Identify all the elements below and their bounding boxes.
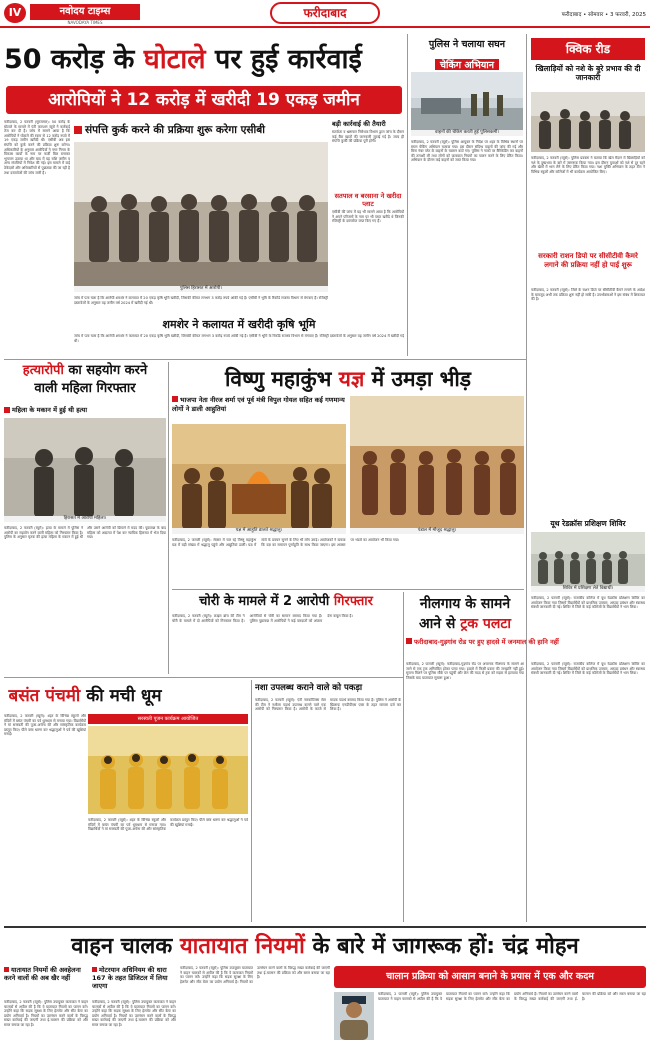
group-photo-image [74,142,328,292]
divider [526,34,527,674]
quick-read-body-1: फरीदाबाद, 2 फरवरी (ब्यूरो): पुलिस प्रवक्ता ने बताया कि खेल मैदान में खिलाड़ियों को नशे के दुष्प्रभाव के बारे में जागरूक किया गया। इस दौरान युवाओं को नशे से दूर रहने और खेलों में भाग लेने के लिए प्रेरित किया गया। नशा मुक्ति अभियान के तहत टीम ने विभिन्न स्कूलों और कॉलेजों में भी कार्यक्रम आयोजित किए। [531,156,645,174]
divider [4,677,403,678]
traffic-col2-body: फरीदाबाद, 2 फरवरी (ब्यूरो): पुलिस उपायुक्त यातायात ने वाहन चालकों से अपील की है कि वे यातायात नियमों का पालन करें। उन्होंने कहा कि सड़क सुरक्षा के लिए हेलमेट और सीट बेल्ट का प्रयोग अनिवार्य है। नियमों का उल्लंघन करने वालों के विरुद्ध सख्त कार्रवाई की जाएगी तथा ई-चालान की प्रक्रिया को और सरल बनाया जा रहा है। [92,1000,176,1027]
lead-subhead: आरोपियों ने 12 करोड़ में खरीदी 19 एकड़ जमीन [6,86,402,114]
theft-headline: चोरी के मामले में 2 आरोपी गिरफ्तार [199,594,373,609]
divider [403,592,404,922]
lead-headline: 50 करोड़ के घोटाले पर हुई कार्रवाई [4,44,362,75]
quick-read-body-2: फरीदाबाद, 2 फरवरी (ब्यूरो): जिले के राशन डिपो पर सीसीटीवी कैमरे लगाने के आदेश के बावजूद अभी तक प्रक्रिया शुरू नहीं हो सकी है। उपभोक्ताओं ने इस संबंध में शिकायत की है। [531,288,645,302]
mahakumbh-caption-1: यज्ञ में आहुति डालते श्रद्धालु। [172,528,346,534]
quick-read-head-2: सरकारी राशन डिपो पर सीसीटीवी कैमरे लगाने की प्रक्रिया नहीं हो पाई शुरू [538,252,638,269]
drugs-body: फरीदाबाद, 2 फरवरी (ब्यूरो): एंटी नारकोटिक्स सेल की टीम ने नशीला पदार्थ उपलब्ध कराने वाले एक आरोपी को गिरफ्तार किया है। आरोपी के कब्जे से मादक पदार्थ बरामद किया गया है। पुलिस ने आरोपी के खिलाफ एनडीपीएस एक्ट के तहत मामला दर्ज कर लिया है। [255,698,401,712]
sidebar-body: सतर्कता व भ्रष्टाचार निरोधक विभाग द्वारा जांच के दौरान कई बैंक खातों की जानकारी जुटाई गई है। जल्द ही संपत्ति कुर्की की प्रक्रिया पूरी होगी। [332,130,404,144]
police-photo [411,72,523,136]
lead-photo-caption: पुलिस हिरासत में आरोपी। [74,286,328,292]
basant-photo [88,726,248,814]
mahakumbh-photo-1 [172,424,346,534]
quick-read-body-3-cont: फरीदाबाद, 2 फरवरी (ब्यूरो): राजकीय कॉलेज में यूथ रेडक्रॉस प्रशिक्षण शिविर का आयोजन किया गया जिसमें विद्यार्थियों को प्राथमिक उपचार, आपदा प्रबंधन और स्वास्थ्य संबंधी जानकारी दी गई। शिविर में जिले के कई कॉलेजों के विद्यार्थियों ने भाग लिया। [531,662,645,676]
saraswati-puja-image [88,726,248,814]
devotees-gathering-image [350,396,524,534]
quick-read-head-3: यूथ रेडक्रॉस प्रशिक्षण शिविर [550,519,626,528]
basant-body-2: फरीदाबाद, 2 फरवरी (ब्यूरो): शहर के विभिन्न स्कूलों और मंदिरों में बसंत पंचमी का पर्व धूमधाम से मनाया गया। विद्यार्थियों ने मां सरस्वती की पूजा-अर्चना की और सांस्कृतिक कार्यक्रम प्रस्तुत किए। पीले वस्त्र धारण कर श्रद्धालुओं ने पर्व की खुशियां मनाईं। [88,818,248,832]
murder-headline: हत्यारोपी का सहयोग करने वाली महिला गिरफ्तार [22,363,148,396]
murder-photo-caption: हिरासत में आरोपी महिला। [4,516,166,522]
officer-photo [334,992,374,1040]
traffic-col3-body: फरीदाबाद, 2 फरवरी (ब्यूरो): पुलिस उपायुक्त यातायात ने वाहन चालकों से अपील की है कि वे यातायात नियमों का पालन करें। उन्होंने कहा कि सड़क सुरक्षा के लिए हेलमेट और सीट बेल्ट का प्रयोग अनिवार्य है। नियमों का उल्लंघन करने वालों के विरुद्ध सख्त कार्रवाई की जाएगी तथा ई-चालान की प्रक्रिया को और सरल बनाया जा रहा है। [180,966,330,984]
masthead [0,0,650,28]
divider [526,662,527,922]
traffic-col1-head: यातायात नियमों की अवहेलना करने वालों की अब खैर नहीं [4,966,81,982]
training-photo-caption: शिविर में प्रशिक्षण लेते विद्यार्थी। [531,586,645,592]
divider [4,359,526,360]
police-photo-caption: वाहनों की चेकिंग करती हुई पुलिसकर्मी। [411,130,523,136]
mahakumbh-headline: विष्णु महाकुंभ यज्ञ में उमड़ा भीड़ [224,367,472,391]
basant-body: फरीदाबाद, 2 फरवरी (ब्यूरो): शहर के विभिन्न स्कूलों और मंदिरों में बसंत पंचमी का पर्व धूमधाम से मनाया गया। विद्यार्थियों ने मां सरस्वती की पूजा-अर्चना की और सांस्कृतिक कार्यक्रम प्रस्तुत किए। पीले वस्त्र धारण कर श्रद्धालुओं ने पर्व की खुशियां मनाईं। [4,714,86,737]
sidebar-body-2: एसीबी की जांच में यह भी सामने आया है कि आरोपियों ने अपने परिजनों के नाम पर भी प्लाट खरीदे थे जिनकी रजिस्ट्री के दस्तावेज जब्त किए गए हैं। [332,210,404,224]
lead-sidebar [332,120,404,296]
page-number-badge [4,3,26,23]
truck-body: फरीदाबाद, 2 फरवरी (ब्यूरो): फरीदाबाद-गुड़गांव रोड पर अचानक नीलगाय के सामने आ जाने से एक ट्रक अनियंत्रित होकर पलट गया। हादसे में किसी प्रकार की जनहानि नहीं हुई। सूचना मिलने पर पुलिस मौके पर पहुंची और क्रेन की मदद से ट्रक को सड़क से हटवाया गया जिसके बाद यातायात सुचारू हुआ। [406,662,524,680]
theft-body: फरीदाबाद, 2 फरवरी (ब्यूरो): क्राइम ब्रांच की टीम ने चोरी के मामले में दो आरोपियों को गिरफ्तार किया है। आरोपियों से चोरी का सामान बरामद किया गया है। पुलिस पूछताछ में आरोपियों ने कई वारदातों को अंजाम देना कबूल किया है। [172,614,353,623]
sidebar-title-2: सतपाल व बरसाना ने खरीदा प्लाट [334,192,402,208]
mahakumbh-body: फरीदाबाद, 2 फरवरी (ब्यूरो): सेक्टर में चल रहे विष्णु महाकुंभ यज्ञ में बड़ी संख्या में श्रद्धालु पहुंचे और आहुतियां डालीं। यज्ञ में संतों के प्रवचन सुनने के लिए भी लोग उमड़े। आयोजकों ने बताया कि यज्ञ का समापन पूर्णाहुति के साथ किया जाएगा। इस अवसर पर भंडारे का आयोजन भी किया गया। [172,538,400,547]
traffic-headline: वाहन चालक यातायात नियमों के बारे में जागरूक हों: चंद्र मोहन [71,934,579,959]
murder-body: फरीदाबाद, 2 फरवरी (ब्यूरो): हत्या के मामले में पुलिस ने आरोपी का सहयोग करने वाली महिला को गिरफ्तार किया है। पुलिस के अनुसार मृतक की हत्या महिला के मकान में हुई थी और उसने आरोपी को छिपाने में मदद की। पूछताछ के बाद महिला को अदालत में पेश कर न्यायिक हिरासत में भेज दिया गया। [4,526,166,540]
officer-portrait-image [334,992,374,1040]
lead-inner-headline: शमशेर ने कलायत में खरीदी कृषि भूमि [162,318,316,331]
police-body: फरीदाबाद, 2 फरवरी (ब्यूरो): पुलिस आयुक्त के निर्देश पर शहर के विभिन्न स्थानों पर सघन चेकिंग अभियान चलाया गया। इस दौरान संदिग्ध वाहनों की जांच की गई और बिना नंबर प्लेट के वाहनों के चालान काटे गए। पुलिस ने नाकों पर बैरिकेडिंग कर वाहनों की तलाशी ली तथा लोगों को यातायात नियमों का पालन करने के लिए प्रेरित किया। अभियान के दौरान कई वाहनों को जब्त किया गया। [411,140,523,163]
yagya-ritual-image [172,424,346,534]
mahakumbh-deck: भाजपा नेता नीरज शर्मा एवं पूर्व मंत्री विपुल गोयल सहित कई गणमान्य लोगों ने डाली आहुतियां [172,396,345,413]
basant-banner: सरस्वती पूजन कार्यक्रम आयोजित [88,714,248,724]
paper-name: नवोदय टाइम्स [30,4,140,20]
divider [168,362,169,674]
players-group-image [531,92,645,152]
traffic-right-body: फरीदाबाद, 2 फरवरी (ब्यूरो): पुलिस उपायुक्त यातायात ने वाहन चालकों से अपील की है कि वे यातायात नियमों का पालन करें। उन्होंने कहा कि सड़क सुरक्षा के लिए हेलमेट और सीट बेल्ट का प्रयोग अनिवार्य है। नियमों का उल्लंघन करने वालों के विरुद्ध सख्त कार्रवाई की जाएगी तथा ई-चालान की प्रक्रिया को और सरल बनाया जा रहा है। [378,992,646,1001]
mahakumbh-caption-2: पंडाल में मौजूद श्रद्धालु। [350,528,524,534]
lead-body-col: फरीदाबाद, 2 फरवरी (सूरजमल): 50 करोड़ के घोटाले के मामले में एंटी करप्शन ब्यूरो ने कार्रवाई तेज कर दी है। जांच में सामने आया है कि आरोपियों ने घोटाले की रकम से 12 करोड़ रुपये में 19 एकड़ जमीन खरीदी थी। एसीबी अब इस संपत्ति को कुर्क करने की प्रक्रिया शुरू करेगा। अधिकारियों के अनुसार आरोपियों ने नगर निगम के विकास कार्यों के नाम पर फर्जी बिल बनाकर भुगतान उठाया था और बाद में यह राशि जमीन व अन्य संपत्तियों में निवेश की गई। इस मामले में कई ठेकेदारों और अधिकारियों से पूछताछ की जा रही है तथा दस्तावेजों की जांच जारी है। [4,120,70,175]
quick-read-label: क्विक रीड [531,38,645,60]
lead-deck: संपत्ति कुर्क करने की प्रक्रिया शुरू करेगा एसीबी [74,120,328,140]
divider [251,680,252,922]
lead-inner-body: जांच में पता चला है कि आरोपी शमशेर ने कलायत में 20 एकड़ कृषि भूमि खरीदी, जिसकी कीमत लगभग 3 करोड़ रुपये आंकी गई है। एसीबी ने भूमि के रिकॉर्ड राजस्व विभाग से मंगवाए हैं। रजिस्ट्री दस्तावेजों के अनुसार यह जमीन वर्ष 2024 में खरीदी गई थी। [74,334,404,343]
murder-deck: महिला के मकान में हुई थी हत्या [4,404,166,416]
traffic-col2-head: मोटरयान अधिनियम की धारा 167 के तहत डिजिटल में लिया जाएगा [92,966,168,990]
divider [4,926,646,928]
paper-sub: NAVODAYA TIMES [67,20,103,25]
page-number: IV [8,6,22,19]
truck-deck: फरीदाबाद-गुड़गांव रोड पर हुए हादसे में जनमाल की हानि नहीं [406,638,644,660]
truck-headline: नीलगाय के सामने आने से ट्रक पलटा [418,596,512,632]
lead-body-col2: जांच में पता चला है कि आरोपी शमशेर ने कलायत में 20 एकड़ कृषि भूमि खरीदी, जिसकी कीमत लगभग 3 करोड़ रुपये आंकी गई है। एसीबी ने भूमि के रिकॉर्ड राजस्व विभाग से मंगवाए हैं। रजिस्ट्री दस्तावेजों के अनुसार यह जमीन वर्ष 2024 में खरीदी गई थी। [74,296,328,305]
training-camp-image [531,532,645,592]
quick-read-body-3: फरीदाबाद, 2 फरवरी (ब्यूरो): राजकीय कॉलेज में यूथ रेडक्रॉस प्रशिक्षण शिविर का आयोजन किया गया जिसमें विद्यार्थियों को प्राथमिक उपचार, आपदा प्रबंधन और स्वास्थ्य संबंधी जानकारी दी गई। शिविर में जिले के कई कॉलेजों के विद्यार्थियों ने भाग लिया। [531,596,645,610]
traffic-col1-body: फरीदाबाद, 2 फरवरी (ब्यूरो): पुलिस उपायुक्त यातायात ने वाहन चालकों से अपील की है कि वे यातायात नियमों का पालन करें। उन्होंने कहा कि सड़क सुरक्षा के लिए हेलमेट और सीट बेल्ट का प्रयोग अनिवार्य है। नियमों का उल्लंघन करने वालों के विरुद्ध सख्त कार्रवाई की जाएगी तथा ई-चालान की प्रक्रिया को और सरल बनाया जा रहा है। [4,1000,88,1027]
arrested-woman-image [4,418,166,522]
dateline: फरीदाबाद • सोमवार • 3 फरवरी, 2025 [561,12,646,18]
basant-headline: बसंत पंचमी की मची धूम [8,686,162,706]
police-checkpoint-image [411,72,523,136]
lead-photo [74,142,328,292]
divider [172,589,524,590]
sidebar-title: बड़ी कार्रवाई की तैयारी [332,120,386,128]
mahakumbh-photo-2 [350,396,524,534]
drugs-headline: नशा उपलब्ध कराने वाले को पकड़ा [255,683,363,693]
divider [407,34,408,356]
traffic-right-banner: चालान प्रक्रिया को आसान बनाने के प्रयास में एक और कदम [334,966,646,988]
quick-read-photo [531,92,645,152]
training-photo [531,532,645,592]
quick-read-head-1: खिलाड़ियों को नशे के बुरे प्रभाव की दी जानकारी [535,64,641,82]
city-banner: फरीदाबाद [270,2,380,24]
murder-photo [4,418,166,522]
police-headline: पुलिस ने चलाया सघन चेकिंग अभियान [411,38,523,70]
